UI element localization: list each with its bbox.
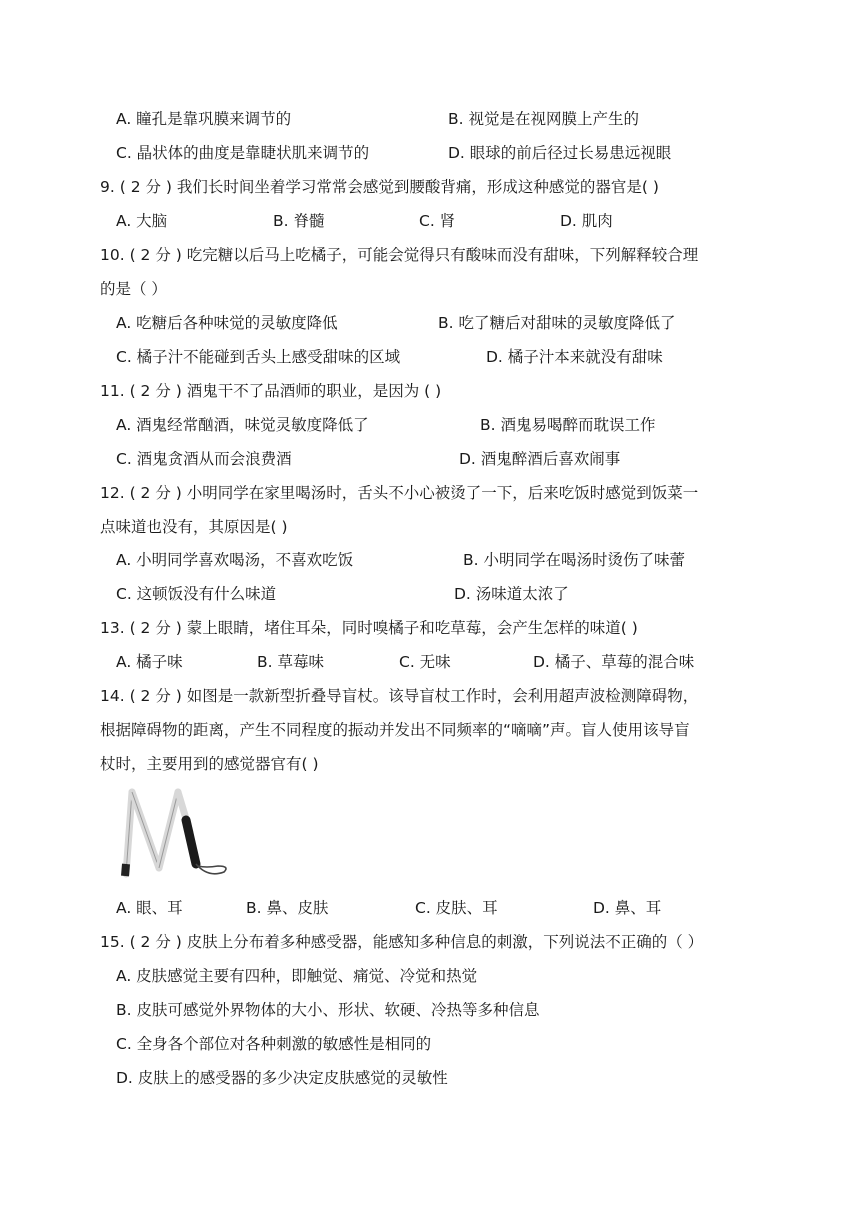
q10-option-c: C. 橘子汁不能碰到舌头上感受甜味的区域	[116, 348, 401, 366]
q13-option-b: B. 草莓味	[257, 653, 324, 671]
q13-option-d: D. 橘子、草莓的混合味	[533, 653, 695, 671]
q11-option-b: B. 酒鬼易喝醉而耽误工作	[480, 416, 656, 434]
q9-option-a: A. 大脑	[116, 212, 168, 230]
q13-option-c: C. 无味	[399, 653, 451, 671]
q8-option-b: B. 视觉是在视网膜上产生的	[448, 110, 639, 128]
q9-option-d: D. 肌肉	[560, 212, 613, 230]
q12-option-a: A. 小明同学喜欢喝汤，不喜欢吃饭	[116, 551, 354, 569]
q15-option-d: D. 皮肤上的感受器的多少决定皮肤感觉的灵敏性	[116, 1069, 448, 1087]
q11-option-c: C. 酒鬼贪酒从而会浪费酒	[116, 450, 292, 468]
q14-stem-line1: 14. ( 2 分 ) 如图是一款新型折叠导盲杖。该导盲杖工作时，会利用超声波检测障碍物，	[100, 687, 699, 705]
q8-option-d: D. 眼球的前后径过长易患远视眼	[448, 144, 672, 162]
q12-option-c: C. 这顿饭没有什么味道	[116, 585, 277, 603]
q10-option-a: A. 吃糖后各种味觉的灵敏度降低	[116, 314, 338, 332]
q15-option-c: C. 全身各个部位对各种刺激的敏感性是相同的	[116, 1035, 432, 1053]
q12-stem-line2: 点味道也没有，其原因是( )	[100, 518, 288, 536]
q10-stem-line1: 10. ( 2 分 ) 吃完糖以后马上吃橘子，可能会觉得只有酸味而没有甜味，下列解释较合理	[100, 246, 699, 264]
q15-option-a: A. 皮肤感觉主要有四种，即触觉、痛觉、冷觉和热觉	[116, 967, 478, 985]
q14-option-b: B. 鼻、皮肤	[246, 899, 329, 917]
q9-option-b: B. 脊髓	[273, 212, 325, 230]
q10-option-b: B. 吃了糖后对甜味的灵敏度降低了	[438, 314, 676, 332]
q15-stem: 15. ( 2 分 ) 皮肤上分布着多种感受器，能感知多种信息的刺激，下列说法不正确的（ ）	[100, 933, 704, 951]
q15-option-b: B. 皮肤可感觉外界物体的大小、形状、软硬、冷热等多种信息	[116, 1001, 540, 1019]
q13-option-a: A. 橘子味	[116, 653, 183, 671]
q12-stem-line1: 12. ( 2 分 ) 小明同学在家里喝汤时，舌头不小心被烫了一下，后来吃饭时感觉到饭菜一	[100, 484, 699, 502]
q11-option-d: D. 酒鬼醉酒后喜欢闹事	[459, 450, 621, 468]
q14-option-a: A. 眼、耳	[116, 899, 183, 917]
q14-stem-line3: 杖时，主要用到的感觉器官有( )	[100, 755, 319, 773]
q9-option-c: C. 肾	[419, 212, 456, 230]
q9-stem: 9. ( 2 分 ) 我们长时间坐着学习常常会感觉到腰酸背痛，形成这种感觉的器官是( )	[100, 178, 659, 196]
folding-cane-image	[110, 786, 232, 888]
q10-option-d: D. 橘子汁本来就没有甜味	[486, 348, 663, 366]
q14-option-c: C. 皮肤、耳	[415, 899, 498, 917]
q11-stem: 11. ( 2 分 ) 酒鬼干不了品酒师的职业，是因为 ( )	[100, 382, 442, 400]
q13-stem: 13. ( 2 分 ) 蒙上眼睛，堵住耳朵，同时嗅橘子和吃草莓，会产生怎样的味道( )	[100, 619, 638, 637]
q10-stem-line2: 的是（ ）	[100, 280, 167, 298]
q8-option-a: A. 瞳孔是靠巩膜来调节的	[116, 110, 292, 128]
q12-option-b: B. 小明同学在喝汤时烫伤了味蕾	[463, 551, 685, 569]
q14-stem-line2: 根据障碍物的距离，产生不同程度的振动并发出不同频率的“嘀嘀”声。盲人使用该导盲	[100, 721, 690, 739]
q11-option-a: A. 酒鬼经常酗酒，味觉灵敏度降低了	[116, 416, 369, 434]
q14-option-d: D. 鼻、耳	[593, 899, 662, 917]
q8-option-c: C. 晶状体的曲度是靠睫状肌来调节的	[116, 144, 370, 162]
q12-option-d: D. 汤味道太浓了	[454, 585, 569, 603]
